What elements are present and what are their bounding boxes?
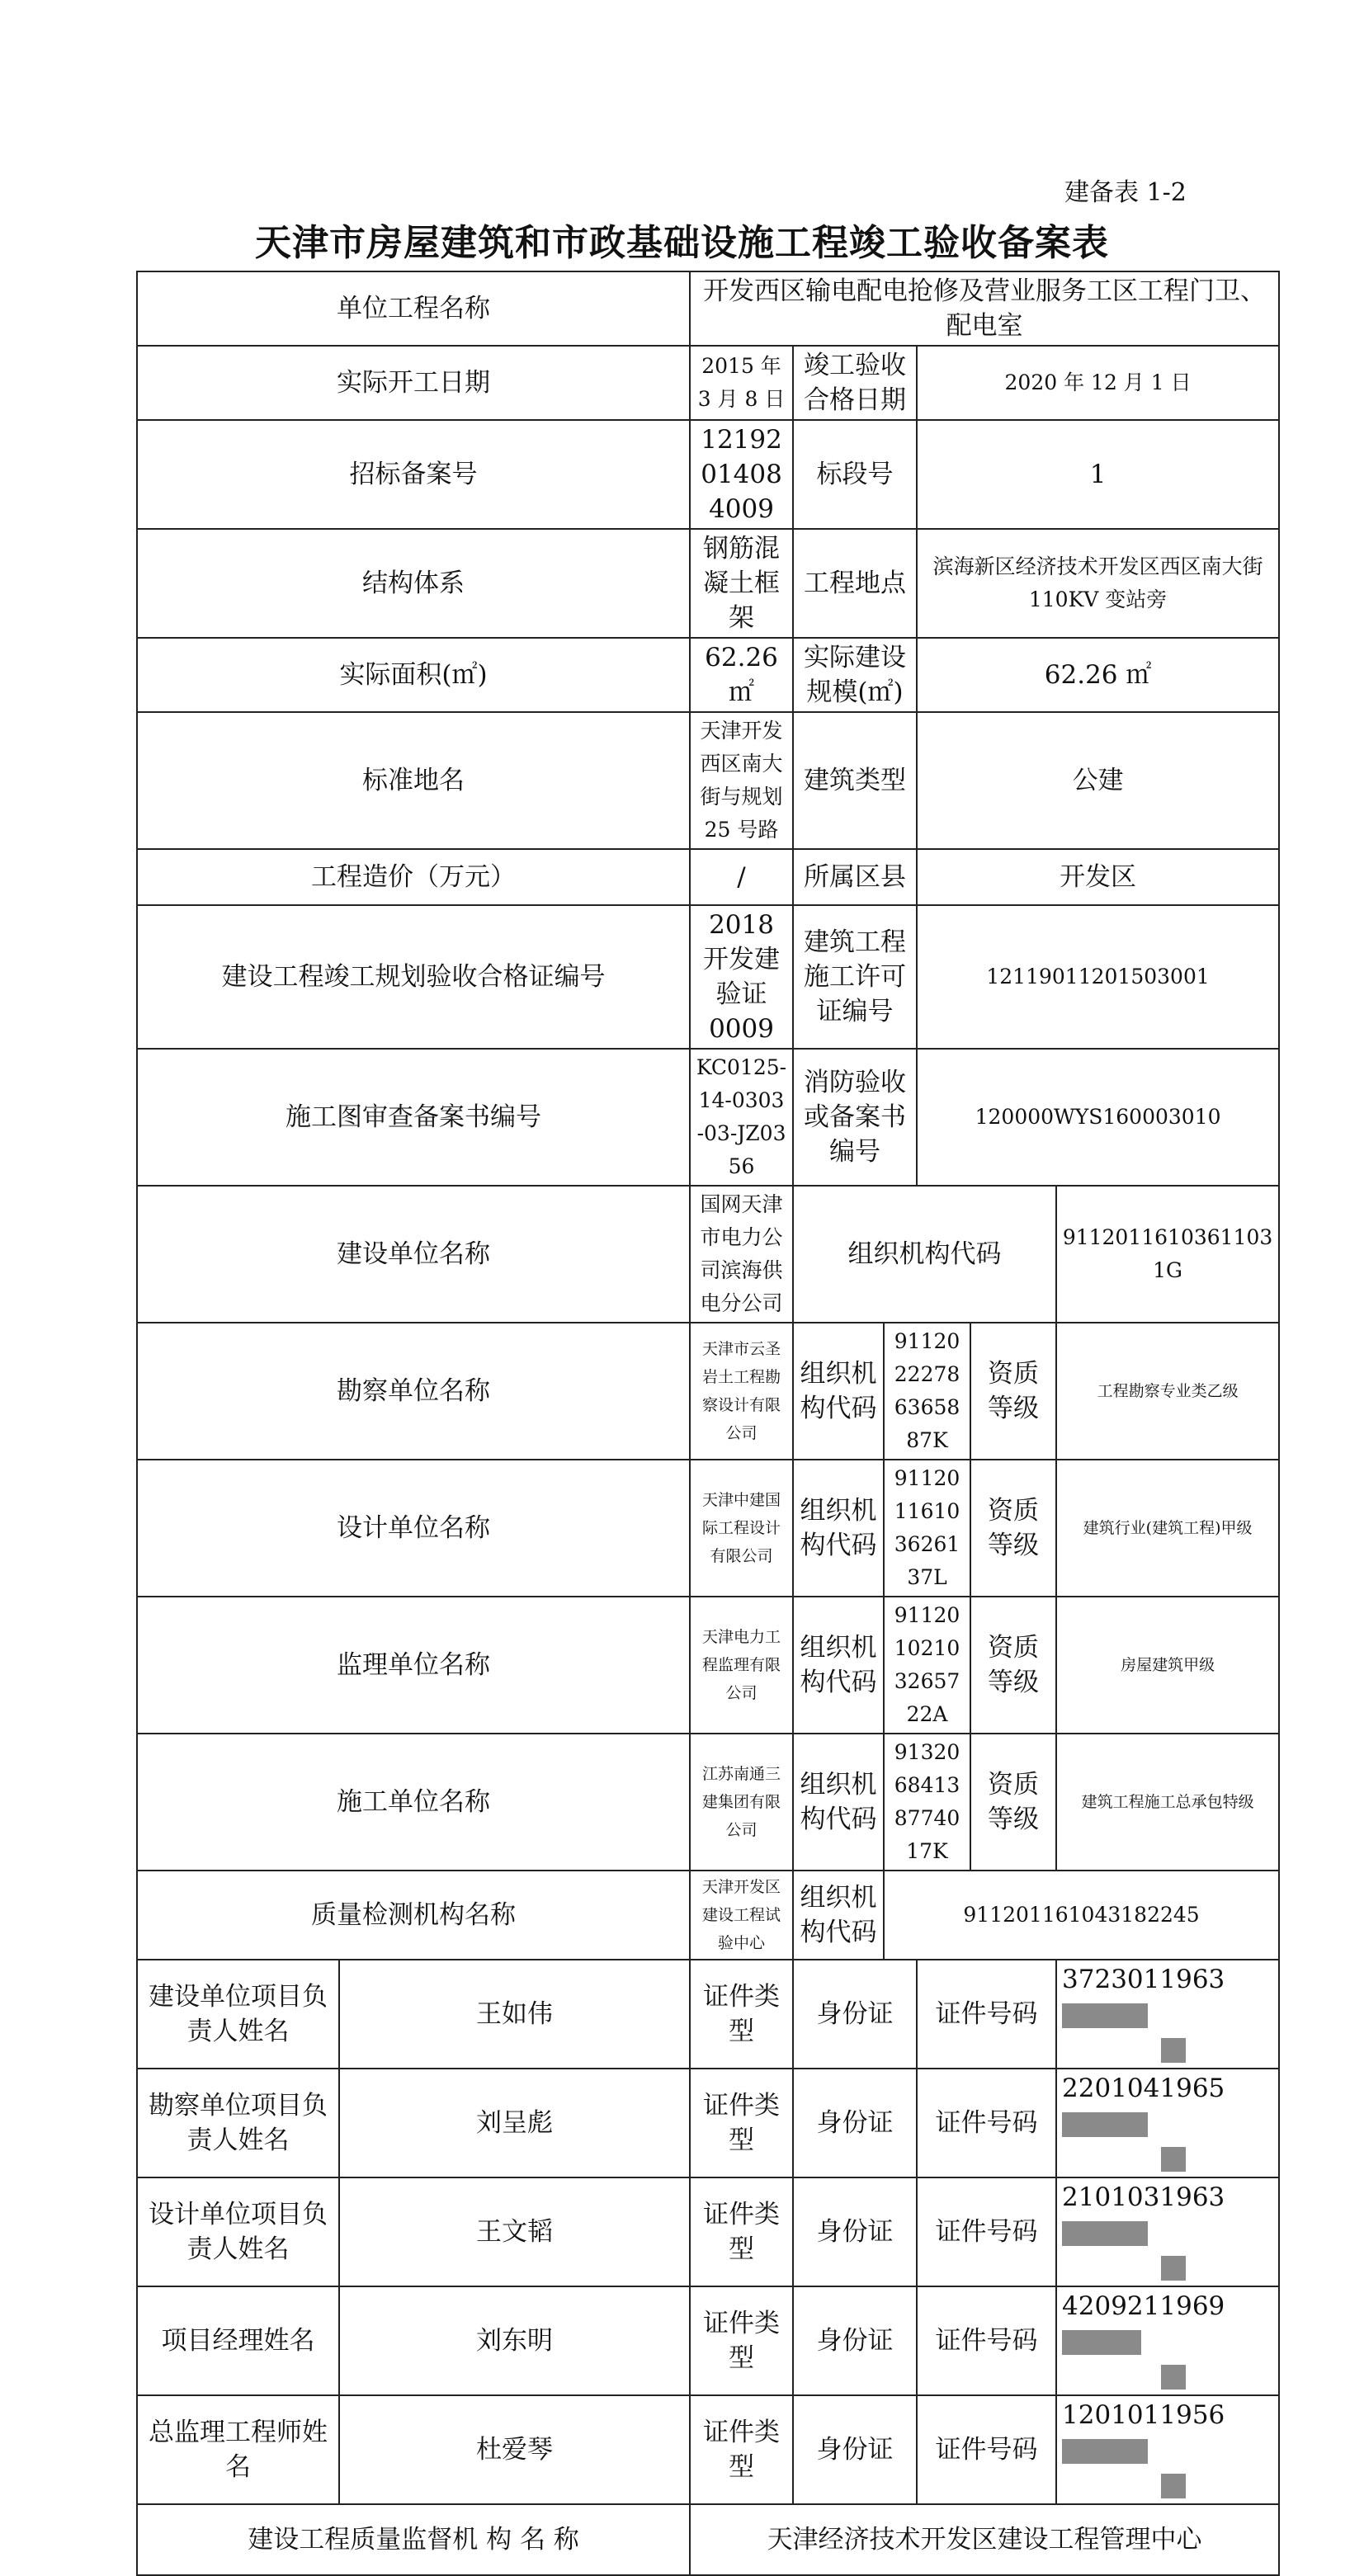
person-name-design: 王文韬 [339,2177,690,2286]
redaction-block [1161,2038,1186,2063]
structure-label: 结构体系 [137,529,690,638]
area-value: 62.26 ㎡ [690,638,793,712]
plan-cert-label: 建设工程竣工规划验收合格证编号 [137,905,690,1049]
id-no-prefix: 2101031963 [1062,2182,1225,2212]
id-type-survey: 身份证 [793,2069,917,2177]
design-unit-name: 天津中建国际工程设计有限公司 [690,1460,793,1597]
redaction-block [1062,2221,1148,2246]
person-name-manager: 刘东明 [339,2286,690,2395]
district-label: 所属区县 [793,849,917,905]
survey-unit-name: 天津市云圣岩土工程勘察设计有限公司 [690,1323,793,1460]
place-name-label: 标准地名 [137,712,690,849]
bid-no-label: 招标备案号 [137,420,690,529]
building-type-label: 建筑类型 [793,712,917,849]
form-code: 建备表 1-2 [1064,178,1187,207]
area-label: 实际面积(㎡) [137,638,690,712]
building-type-value: 公建 [917,712,1279,849]
cost-value: / [690,849,793,905]
construction-org-code-label: 组织机构代码 [793,1734,884,1871]
plan-cert-value: 2018 开发建验证 0009 [690,905,793,1049]
bid-no-value: 12192014084009 [690,420,793,529]
place-name-value: 天津开发西区南大街与规划 25 号路 [690,712,793,849]
testing-unit-name: 天津开发区建设工程试验中心 [690,1871,793,1960]
construction-qual-label: 资质等级 [970,1734,1056,1871]
start-date-label: 实际开工日期 [137,346,690,420]
location-label: 工程地点 [793,529,917,638]
accept-date-value: 2020 年 12 月 1 日 [917,346,1279,420]
construction-unit-label: 施工单位名称 [137,1734,690,1871]
fire-cert-value: 120000WYS160003010 [917,1049,1279,1186]
supervision-agency-label: 建设工程质量监督机 构 名 称 [137,2504,690,2575]
id-no-label-builder: 证件号码 [917,1960,1056,2069]
supervision-agency-value: 天津经济技术开发区建设工程管理中心 [690,2504,1279,2575]
person-name-survey: 刘呈彪 [339,2069,690,2177]
id-no-manager [1056,2286,1279,2395]
id-no-prefix: 3723011963 [1062,1965,1225,1994]
permit-label: 建筑工程施工许可证编号 [793,905,917,1049]
id-type-builder: 身份证 [793,1960,917,2069]
survey-unit-label: 勘察单位名称 [137,1323,690,1460]
district-value: 开发区 [917,849,1279,905]
supervisor-unit-name: 天津电力工程监理有限公司 [690,1597,793,1734]
redaction-block [1062,2330,1141,2355]
id-no-prefix: 4209211969 [1062,2291,1225,2321]
redaction-block [1062,2439,1148,2464]
scale-value: 62.26 ㎡ [917,638,1279,712]
redaction-block [1062,2112,1148,2137]
permit-value: 12119011201503001 [917,905,1279,1049]
person-role-manager: 项目经理姓名 [137,2286,339,2395]
design-org-code: 91120116103626137L [884,1460,970,1597]
supervisor-org-code-label: 组织机构代码 [793,1597,884,1734]
builder-unit-name: 国网天津市电力公司滨海供电分公司 [690,1186,793,1323]
supervisor-org-code: 91120102103265722A [884,1597,970,1734]
construction-unit-name: 江苏南通三建集团有限公司 [690,1734,793,1871]
builder-unit-label: 建设单位名称 [137,1186,690,1323]
design-qual-label: 资质等级 [970,1460,1056,1597]
person-role-chief-supervisor: 总监理工程师姓名 [137,2395,339,2504]
person-role-survey: 勘察单位项目负责人姓名 [137,2069,339,2177]
person-name-builder: 王如伟 [339,1960,690,2069]
survey-org-code: 91120222786365887K [884,1323,970,1460]
person-role-builder: 建设单位项目负责人姓名 [137,1960,339,2069]
supervisor-unit-label: 监理单位名称 [137,1597,690,1734]
cost-label: 工程造价（万元） [137,849,690,905]
fire-cert-label: 消防验收或备案书编号 [793,1049,917,1186]
start-date-value: 2015 年 3 月 8 日 [690,346,793,420]
id-no-prefix: 1201011956 [1062,2400,1225,2430]
id-type-chief-supervisor: 身份证 [793,2395,917,2504]
testing-unit-label: 质量检测机构名称 [137,1871,690,1960]
redaction-block [1161,2365,1186,2390]
id-no-builder [1056,1960,1279,2069]
drawing-review-value: KC0125-14-0303-03-JZ0356 [690,1049,793,1186]
design-qual-value: 建筑行业(建筑工程)甲级 [1056,1460,1279,1597]
id-type-label-design: 证件类型 [690,2177,793,2286]
structure-value: 钢筋混凝土框架 [690,529,793,638]
id-type-label-chief-supervisor: 证件类型 [690,2395,793,2504]
redaction-block [1161,2147,1186,2172]
accept-date-label: 竣工验收合格日期 [793,346,917,420]
id-type-design: 身份证 [793,2177,917,2286]
id-no-design [1056,2177,1279,2286]
redaction-block [1161,2256,1186,2281]
id-type-label-builder: 证件类型 [690,1960,793,2069]
id-type-label-survey: 证件类型 [690,2069,793,2177]
id-type-manager: 身份证 [793,2286,917,2395]
person-role-design: 设计单位项目负责人姓名 [137,2177,339,2286]
id-no-label-design: 证件号码 [917,2177,1056,2286]
redaction-block [1062,2003,1148,2028]
construction-qual-value: 建筑工程施工总承包特级 [1056,1734,1279,1871]
id-no-chief-supervisor [1056,2395,1279,2504]
location-value: 滨海新区经济技术开发区西区南大街 110KV 变站旁 [917,529,1279,638]
project-name-value: 开发西区输电配电抢修及营业服务工区工程门卫、配电室 [690,271,1279,346]
filing-form-table [136,271,1280,2576]
redaction-block [1161,2474,1186,2498]
section-no-label: 标段号 [793,420,917,529]
design-org-code-label: 组织机构代码 [793,1460,884,1597]
document-title: 天津市房屋建筑和市政基础设施工程竣工验收备案表 [255,222,1109,264]
design-unit-label: 设计单位名称 [137,1460,690,1597]
id-no-survey [1056,2069,1279,2177]
builder-org-code: 91120116103611031G [1056,1186,1279,1323]
id-no-label-survey: 证件号码 [917,2069,1056,2177]
testing-org-code: 911201161043182245 [884,1871,1279,1960]
survey-qual-label: 资质等级 [970,1323,1056,1460]
testing-org-code-label: 组织机构代码 [793,1871,884,1960]
id-type-label-manager: 证件类型 [690,2286,793,2395]
survey-qual-value: 工程勘察专业类乙级 [1056,1323,1279,1460]
survey-org-code-label: 组织机构代码 [793,1323,884,1460]
supervisor-qual-label: 资质等级 [970,1597,1056,1734]
id-no-label-chief-supervisor: 证件号码 [917,2395,1056,2504]
project-name-label: 单位工程名称 [137,271,690,346]
builder-org-code-label: 组织机构代码 [793,1186,1056,1323]
construction-org-code: 91320684138774017K [884,1734,970,1871]
section-no-value: 1 [917,420,1279,529]
id-no-label-manager: 证件号码 [917,2286,1056,2395]
person-name-chief-supervisor: 杜爱琴 [339,2395,690,2504]
scale-label: 实际建设规模(㎡) [793,638,917,712]
drawing-review-label: 施工图审查备案书编号 [137,1049,690,1186]
id-no-prefix: 2201041965 [1062,2074,1225,2103]
supervisor-qual-value: 房屋建筑甲级 [1056,1597,1279,1734]
